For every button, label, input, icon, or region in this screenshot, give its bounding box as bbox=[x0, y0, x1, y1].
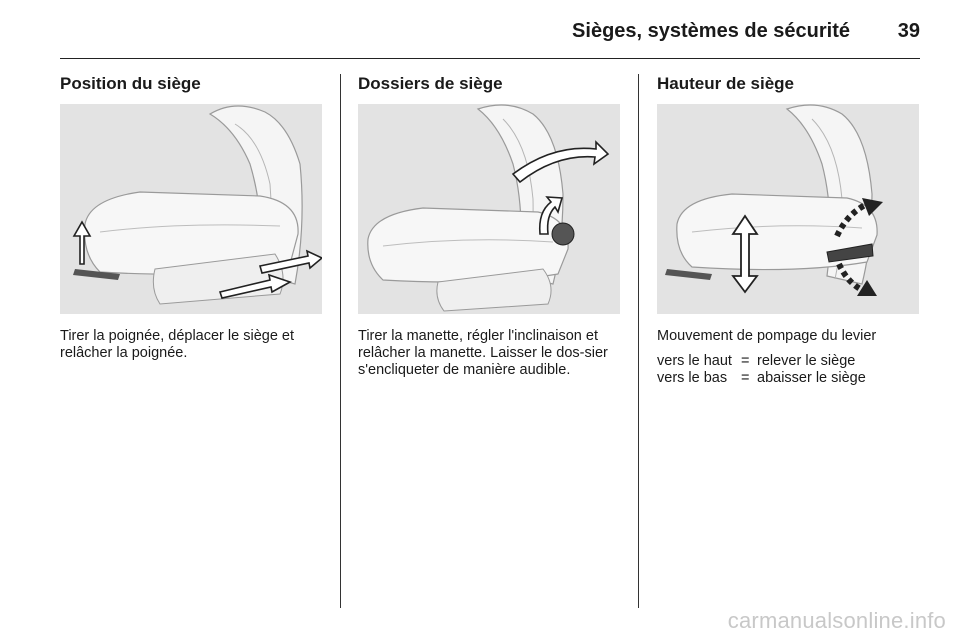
seat-height-illustration bbox=[657, 104, 919, 314]
definition-separator: = bbox=[741, 353, 750, 369]
column-seat-position bbox=[60, 74, 322, 362]
seat-height-instructions: Mouvement de pompage du levier bbox=[657, 328, 877, 344]
watermark: carmanualsonline.info bbox=[727, 608, 946, 633]
definition-term: vers le bas bbox=[657, 370, 728, 386]
seat-position-illustration bbox=[60, 104, 322, 314]
definition-separator: = bbox=[741, 370, 750, 386]
definition-description: abaisser le siège bbox=[757, 370, 866, 386]
column-seat-backrest bbox=[358, 74, 620, 379]
page-number: 39 bbox=[897, 20, 920, 42]
heading-seat-backrest: Dossiers de siège bbox=[358, 74, 503, 93]
seat-backrest-illustration bbox=[358, 104, 620, 314]
section-title: Sièges, systèmes de sécurité bbox=[572, 20, 850, 42]
definition-table bbox=[657, 353, 919, 387]
column-seat-height bbox=[657, 74, 919, 387]
definition-term: vers le haut bbox=[657, 353, 732, 369]
heading-seat-position: Position du siège bbox=[60, 74, 201, 93]
definition-row bbox=[657, 370, 919, 387]
seat-position-instructions: Tirer la poignée, déplacer le siège et relâcher la poignée. bbox=[60, 328, 295, 361]
definition-row bbox=[657, 353, 919, 370]
column-divider bbox=[638, 74, 639, 608]
column-divider bbox=[340, 74, 341, 608]
definition-description: relever le siège bbox=[757, 353, 856, 369]
heading-seat-height: Hauteur de siège bbox=[657, 74, 794, 93]
seat-backrest-instructions: Tirer la manette, régler l'inclinaison et relâcher la manette. Laisser le dos-sier s'encliqueter de manière audible. bbox=[358, 328, 608, 378]
page-header bbox=[60, 14, 920, 59]
